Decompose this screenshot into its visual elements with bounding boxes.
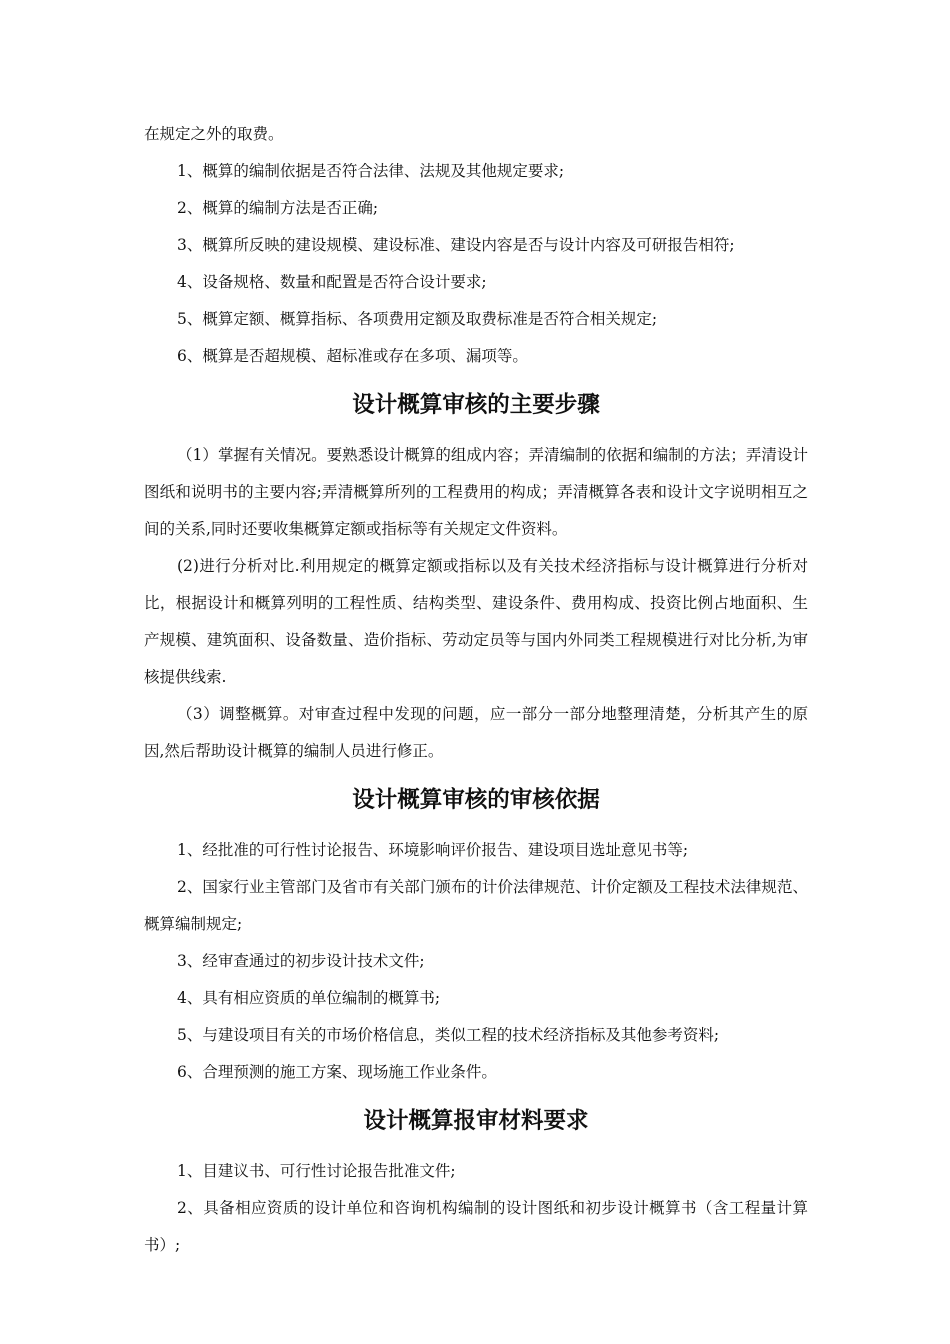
basis-item: 5、与建设项目有关的市场价格信息，类似工程的技术经济指标及其他参考资料; — [177, 1026, 720, 1044]
intro-item: 5、概算定额、概算指标、各项费用定额及取费标准是否符合相关规定; — [177, 310, 658, 328]
basis-item: 2、国家行业主管部门及省市有关部门颁布的计价法律规范、计价定额及工程技术法律规范、概算编制规定; — [144, 878, 808, 933]
intro-item: 4、设备规格、数量和配置是否符合设计要求; — [177, 273, 487, 291]
intro-item: 3、概算所反映的建设规模、建设标准、建设内容是否与设计内容及可研报告相符; — [177, 236, 735, 254]
section-heading-main-steps: 设计概算审核的主要步骤 — [352, 392, 600, 418]
basis-item: 4、具有相应资质的单位编制的概算书; — [177, 989, 441, 1007]
page-content — [144, 116, 808, 1264]
section-heading-submission-materials: 设计概算报审材料要求 — [363, 1108, 589, 1134]
basis-item: 1、经批准的可行性讨论报告、环境影响评价报告、建设项目选址意见书等; — [177, 841, 689, 859]
step-paragraph: （1）掌握有关情况。要熟悉设计概算的组成内容；弄清编制的依据和编制的方法；弄清设计图纸和说明书的主要内容;弄清概算所列的工程费用的构成；弄清概算各表和设计文字说明相互之间的关系,同时还要收集概算定额或指标等有关规定文件资料。 — [144, 446, 808, 538]
material-item: 2、具备相应资质的设计单位和咨询机构编制的设计图纸和初步设计概算书（含工程量计算书）; — [144, 1199, 808, 1254]
intro-item: 2、概算的编制方法是否正确; — [177, 199, 379, 217]
intro-item: 1、概算的编制依据是否符合法律、法规及其他规定要求; — [177, 162, 565, 180]
material-item: 1、目建议书、可行性讨论报告批准文件; — [177, 1162, 456, 1180]
intro-continuation: 在规定之外的取费。 — [144, 125, 284, 143]
intro-item: 6、概算是否超规模、超标准或存在多项、漏项等。 — [177, 347, 528, 365]
basis-item: 3、经审查通过的初步设计技术文件; — [177, 952, 425, 970]
step-paragraph: (2)进行分析对比.利用规定的概算定额或指标以及有关技术经济指标与设计概算进行分析对比，根据设计和概算列明的工程性质、结构类型、建设条件、费用构成、投资比例占地面积、生产规模、建筑面积、设备数量、造价指标、劳动定员等与国内外同类工程规模进行对比分析,为审核提供线索. — [144, 557, 808, 686]
basis-item: 6、合理预测的施工方案、现场施工作业条件。 — [177, 1063, 497, 1081]
step-paragraph: （3）调整概算。对审查过程中发现的问题，应一部分一部分地整理清楚，分析其产生的原因,然后帮助设计概算的编制人员进行修正。 — [144, 705, 808, 760]
section-heading-review-basis: 设计概算审核的审核依据 — [352, 787, 600, 813]
